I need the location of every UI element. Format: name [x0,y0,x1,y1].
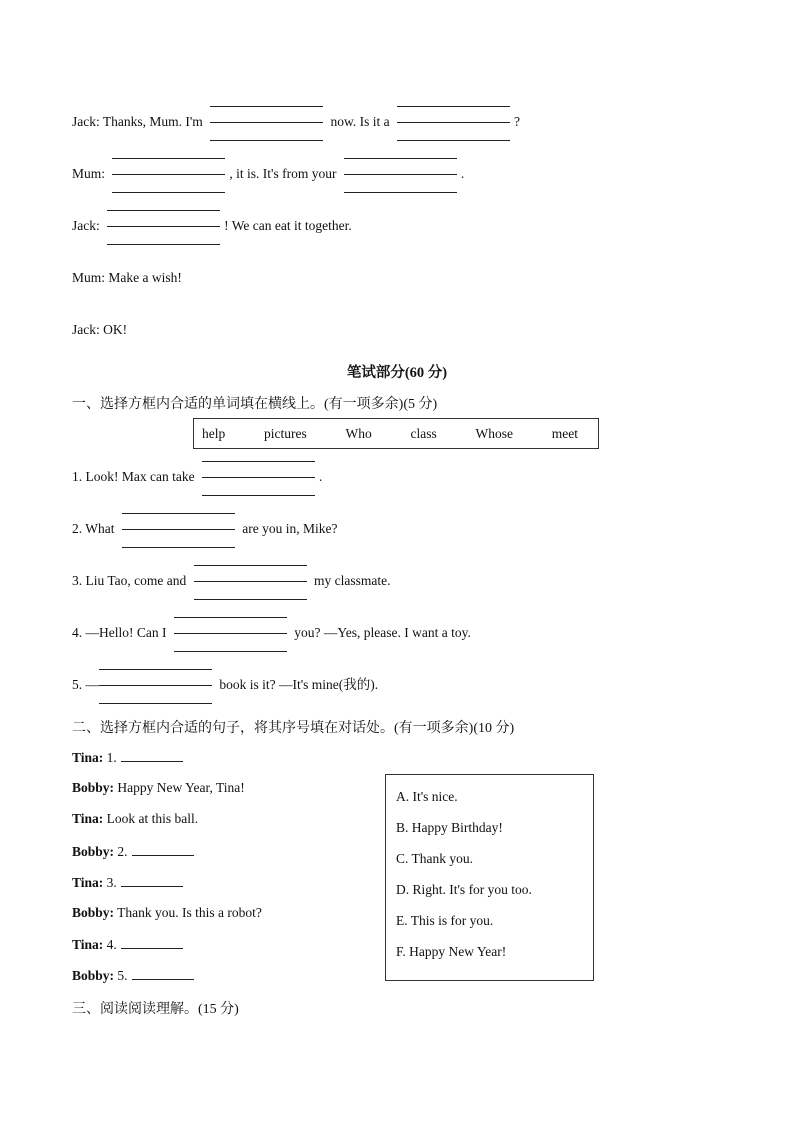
dialogue-line-3: Jack: ! We can eat it together. [72,216,352,236]
word-option: meet [551,425,578,441]
s2-line-4: Bobby: 2. [72,843,194,860]
word-option: Who [345,425,372,441]
s1-item-2: 2. What are you in, Mike? [72,519,337,539]
dialogue-line-5: Jack: OK! [72,322,128,337]
s2-line-1: Tina: 1. [72,749,183,766]
answer-blank[interactable] [194,572,307,592]
word-option: class [410,425,437,441]
s1-item-4: 4. —Hello! Can I you? —Yes, please. I want a toy. [72,623,471,643]
answer-blank[interactable] [210,113,323,133]
word-option: Whose [475,425,513,441]
s2-line-5: Tina: 3. [72,874,183,891]
option-c: C. Thank you. [396,851,473,866]
answer-blank[interactable] [202,468,315,488]
word-box [193,418,599,449]
s2-line-8: Bobby: 5. [72,967,194,984]
answer-blank[interactable] [121,936,183,949]
answer-blank[interactable] [112,165,225,185]
sentence-options-box [385,774,594,981]
word-option: pictures [264,425,307,441]
option-f: F. Happy New Year! [396,944,507,959]
option-d: D. Right. It's for you too. [396,882,532,897]
s2-line-7: Tina: 4. [72,936,183,953]
answer-blank[interactable] [99,676,212,696]
answer-blank[interactable] [132,843,194,856]
option-a: A. It's nice. [396,789,458,804]
answer-blank[interactable] [122,520,235,540]
s1-item-5: 5. — book is it? —It's mine(我的). [72,675,378,695]
answer-blank[interactable] [121,749,183,762]
section1-heading: 一、选择方框内合适的单词填在横线上。(有一项多余)(5 分) [72,397,438,412]
option-b: B. Happy Birthday! [396,820,503,835]
answer-blank[interactable] [107,217,220,237]
written-part-title: 笔试部分(60 分) [346,365,448,381]
answer-blank[interactable] [121,874,183,887]
s1-item-1: 1. Look! Max can take . [72,467,322,487]
answer-blank[interactable] [174,624,287,644]
section2-heading: 二、选择方框内合适的句子，将其序号填在对话处。(有一项多余)(10 分) [72,721,515,736]
dialogue-line-4: Mum: Make a wish! [72,270,182,285]
word-option: help [202,425,226,441]
section3-heading: 三、阅读阅读理解。(15 分) [72,1002,239,1017]
s2-line-3: Tina: Look at this ball. [72,811,199,826]
option-e: E. This is for you. [396,913,494,928]
s2-line-6: Bobby: Thank you. Is this a robot? [72,905,262,920]
answer-blank[interactable] [132,967,194,980]
dialogue-line-1: Jack: Thanks, Mum. I'm now. Is it a ? [72,112,520,132]
s2-line-2: Bobby: Happy New Year, Tina! [72,780,245,795]
dialogue-line-2: Mum: , it is. It's from your . [72,164,464,184]
answer-blank[interactable] [397,113,510,133]
s1-item-3: 3. Liu Tao, come and my classmate. [72,571,391,591]
answer-blank[interactable] [344,165,457,185]
